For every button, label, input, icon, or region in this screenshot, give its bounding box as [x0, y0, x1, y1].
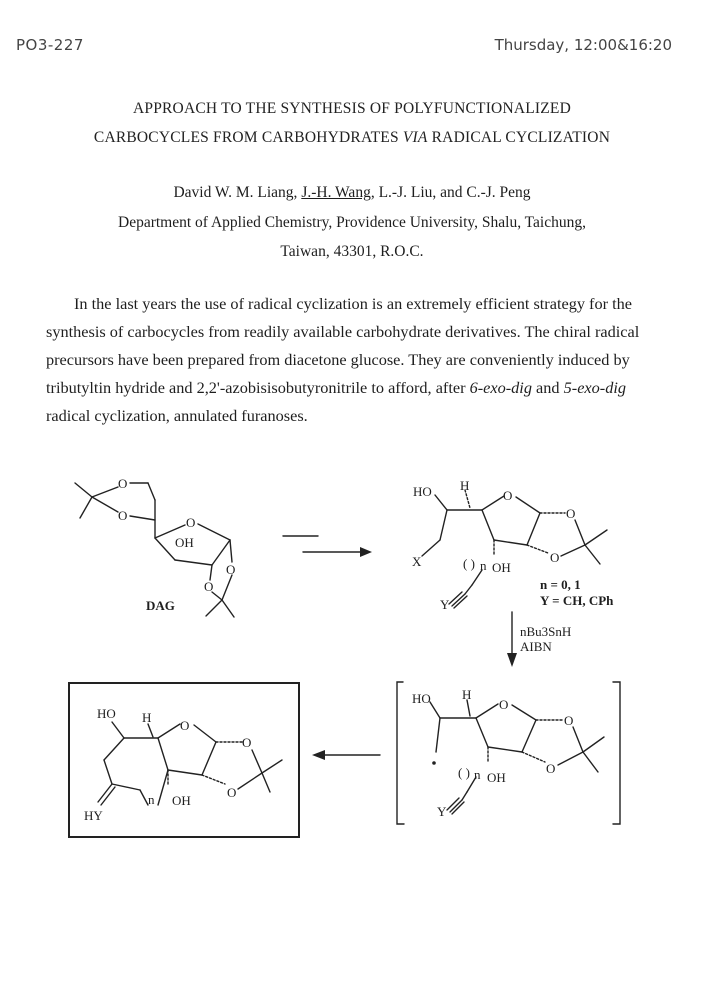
radical-h: H: [462, 687, 472, 702]
radical-ho: HO: [412, 691, 431, 706]
reagent-aibn: AIBN: [520, 639, 552, 654]
abstract-term-6-exo-dig: 6-exo-dig: [469, 378, 532, 397]
dag-o-ring: O: [186, 515, 196, 530]
title-via: VIA: [402, 129, 428, 146]
title-line-2-a: CARBOCYCLES FROM CARBOHYDRATES: [93, 129, 403, 146]
product-n: n: [148, 792, 155, 807]
abstract-part-3: radical cyclization, annulated furanoses.: [46, 406, 308, 425]
reagent-tin-hydride: nBu3SnH: [520, 624, 572, 639]
session-time: Thursday, 12:00&16:20: [494, 36, 672, 54]
precursor-ho: HO: [413, 484, 432, 499]
precursor-oh: OH: [492, 560, 511, 575]
abstract-term-5-exo-dig: 5-exo-dig: [563, 378, 627, 397]
product-o-low: O: [227, 785, 237, 800]
poster-code: PO3-227: [16, 36, 84, 54]
author-rest: , L.-J. Liu, and C.-J. Peng: [370, 184, 531, 201]
title-line-2-b: RADICAL CYCLIZATION: [427, 129, 611, 146]
dag-oh: OH: [175, 535, 194, 550]
precursor-h: H: [460, 478, 470, 493]
affiliation-line-2: Taiwan, 43301, R.O.C.: [280, 243, 424, 260]
dag-o-low2: O: [226, 562, 236, 577]
product-oh: OH: [172, 793, 191, 808]
precursor-paren: ( ): [463, 556, 475, 571]
author-presenter: J.-H. Wang: [301, 184, 371, 201]
precursor-o-right: O: [566, 506, 576, 521]
radical-paren: ( ): [458, 765, 470, 780]
radical-y: Y: [437, 804, 447, 819]
radical-o-low: O: [546, 761, 556, 776]
abstract-part-1: In the last years the use of radical cyclization is an extremely efficient strategy for the synthesis of carbocycles from readily available carbohydrate derivatives. The chiral radical precursors have been prepared from diacetone glucose. They are conveniently induced by tributyltin hydride and 2,2'-azobisisobutyronitrile to afford, after: [46, 294, 640, 397]
affiliation-line-1: Department of Applied Chemistry, Providence University, Shalu, Taichung,: [118, 214, 586, 231]
precursor-y-values: Y = CH, CPh: [540, 593, 614, 608]
author-first: David W. M. Liang,: [173, 184, 302, 201]
precursor-x: X: [412, 554, 422, 569]
radical-oh: OH: [487, 770, 506, 785]
product-hy: HY: [84, 808, 103, 823]
dag-o-low1: O: [204, 579, 214, 594]
precursor-y: Y: [440, 597, 450, 612]
dag-o-top: O: [118, 476, 128, 491]
precursor-n: n: [480, 558, 487, 573]
product-o-right: O: [242, 735, 252, 750]
dag-o-mid: O: [118, 508, 128, 523]
radical-n: n: [474, 767, 481, 782]
radical-o-ring: O: [499, 697, 509, 712]
dag-label: DAG: [146, 598, 175, 613]
precursor-o-ring: O: [503, 488, 513, 503]
dag-structure: [75, 483, 234, 617]
radical-o-right: O: [564, 713, 574, 728]
product-ho: HO: [97, 706, 116, 721]
product-o-ring: O: [180, 718, 190, 733]
abstract-part-2: and: [531, 378, 564, 397]
precursor-n-values: n = 0, 1: [540, 577, 581, 592]
title-line-1: APPROACH TO THE SYNTHESIS OF POLYFUNCTIONALIZED: [132, 100, 571, 117]
product-h: H: [142, 710, 152, 725]
precursor-o-low: O: [550, 550, 560, 565]
